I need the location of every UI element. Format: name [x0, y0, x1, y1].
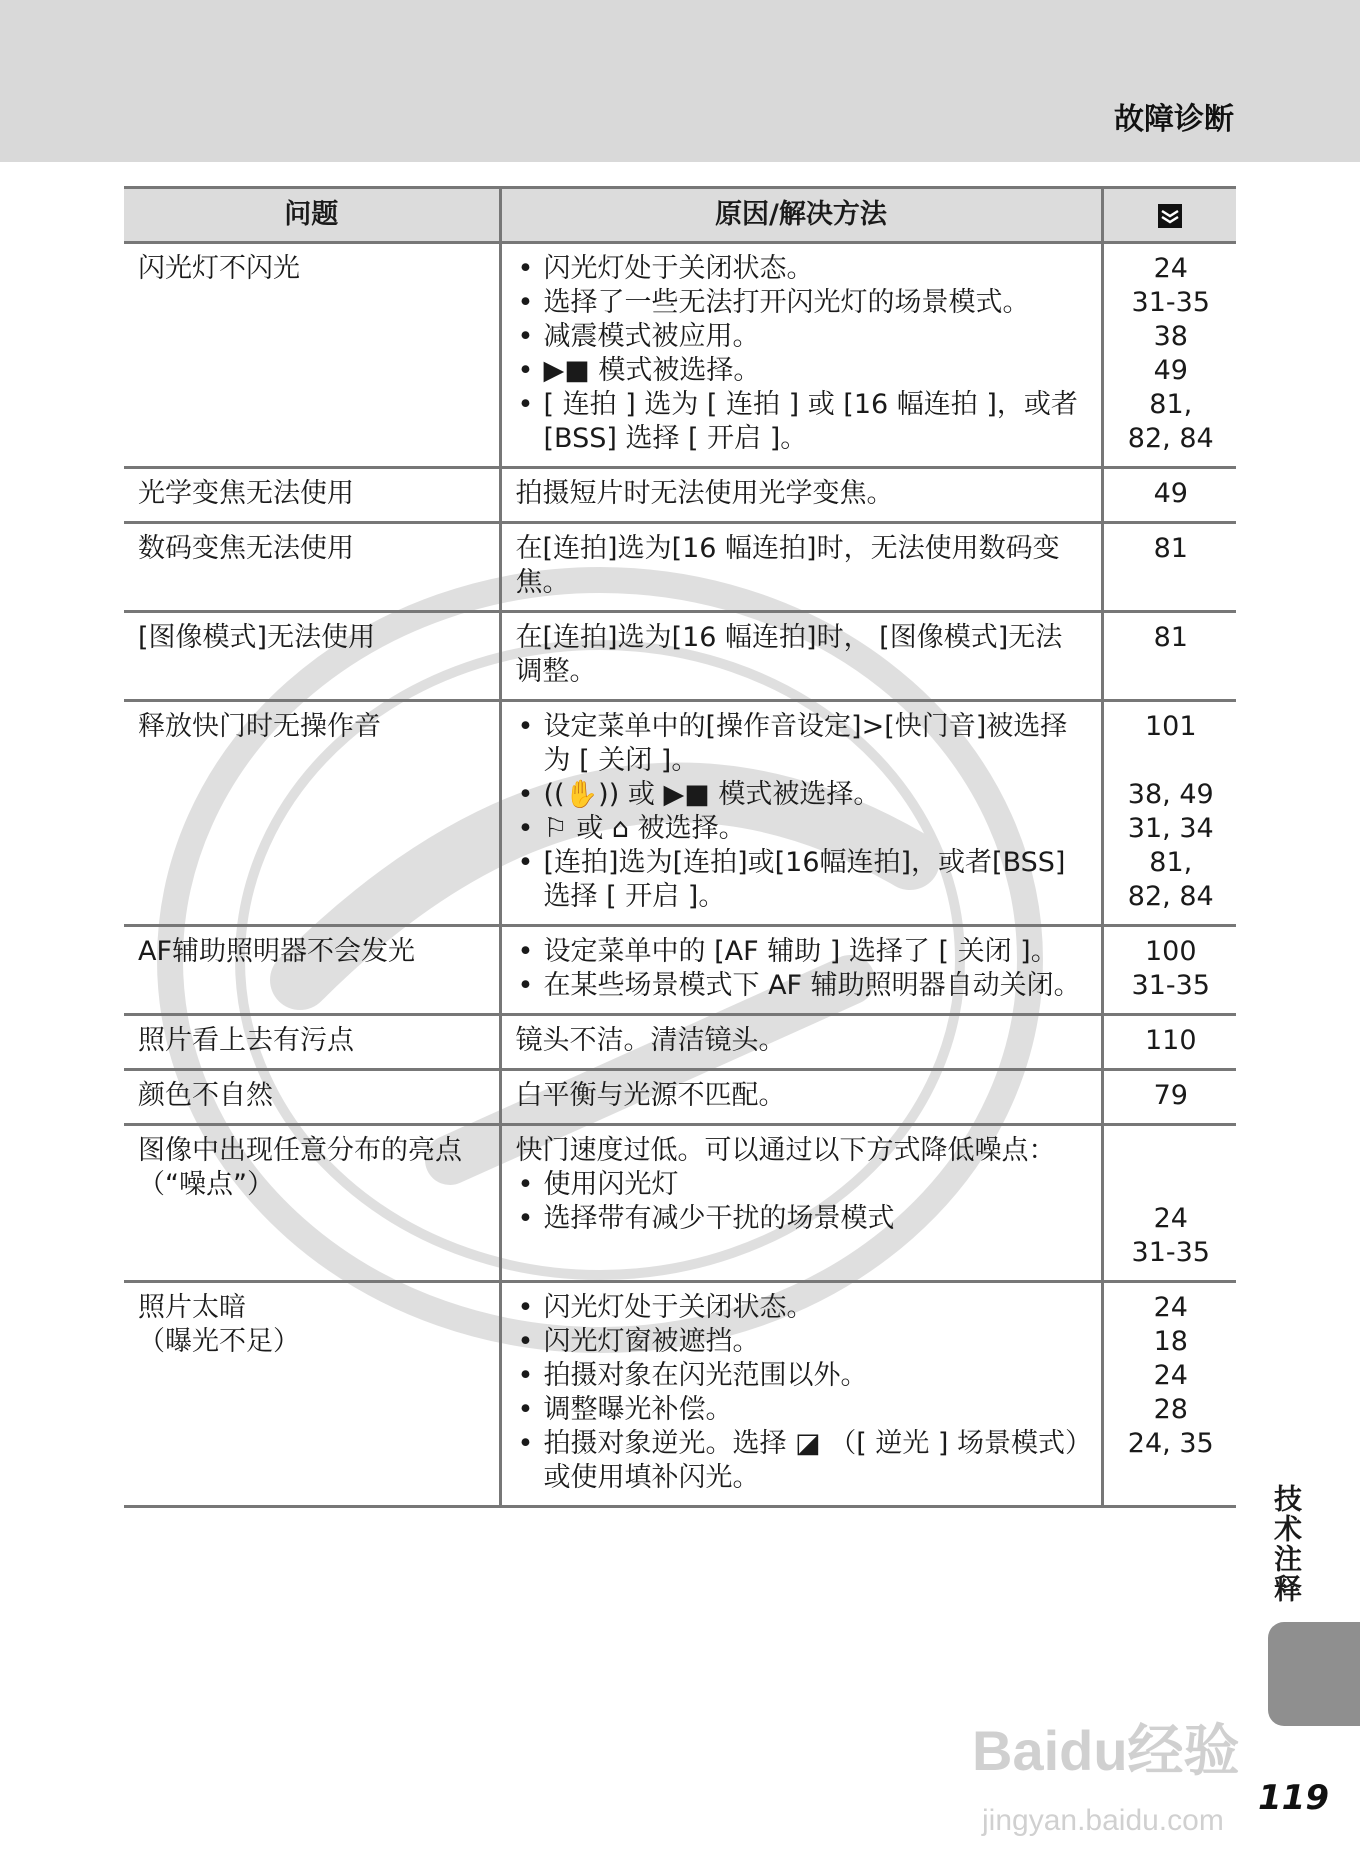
bullet-item: • 设定菜单中的[操作音设定]>[快门音]被选择为 [ 关闭 ]。	[516, 710, 1089, 778]
problem-cell: 照片太暗 （曝光不足）	[124, 1282, 500, 1507]
header-page	[1102, 188, 1236, 243]
museum-scene-icon: ⌂	[611, 813, 630, 844]
page-cell: 100 31-35	[1102, 926, 1236, 1015]
bullet-item: • 拍摄对象逆光。选择 ◪ （[ 逆光 ] 场景模式）或使用填补闪光。	[516, 1427, 1089, 1495]
problem-cell: 数码变焦无法使用	[124, 523, 500, 612]
page-cell: 101 38, 49 31, 34 81, 82, 84	[1102, 701, 1236, 926]
bullet-item: • 减震模式被应用。	[516, 320, 1089, 354]
table-row	[124, 1125, 1236, 1282]
problem-cell: 照片看上去有污点	[124, 1015, 500, 1070]
cause-cell: 拍摄短片时无法使用光学变焦。	[500, 468, 1102, 523]
problem-cell: 颜色不自然	[124, 1070, 500, 1125]
cause-cell: 镜头不洁。清洁镜头。	[500, 1015, 1102, 1070]
page-reference-icon	[1157, 203, 1183, 229]
bullet-item: • [ 连拍 ] 选为 [ 连拍 ] 或 [16 幅连拍 ]，或者 [BSS] 选择 [ 开启 ]。	[516, 388, 1089, 456]
side-tab	[1268, 1622, 1360, 1726]
bullet-item: • 闪光灯处于关闭状态。	[516, 252, 1089, 286]
section-title: 故障诊断	[1114, 102, 1234, 137]
bullet-item: • [连拍]选为[连拍]或[16幅连拍]，或者[BSS]选择 [ 开启 ]。	[516, 846, 1089, 914]
vibration-reduction-icon: ((✋))	[543, 779, 620, 810]
cause-cell	[500, 243, 1102, 468]
table-row	[124, 701, 1236, 926]
page-cell: 49	[1102, 468, 1236, 523]
baidu-watermark	[972, 1690, 1272, 1850]
cause-cell: 在[连拍]选为[16 幅连拍]时，无法使用数码变焦。	[500, 523, 1102, 612]
page-cell: 81	[1102, 612, 1236, 701]
bullet-item: • 闪光灯窗被遮挡。	[516, 1325, 1089, 1359]
troubleshooting-table	[124, 186, 1236, 1508]
bullet-item: • 选择带有减少干扰的场景模式	[516, 1202, 1089, 1236]
cause-cell	[500, 701, 1102, 926]
header-cause: 原因/解决方法	[500, 188, 1102, 243]
bullet-item: • ((✋)) 或 ▶■ 模式被选择。	[516, 778, 1089, 812]
problem-cell: AF辅助照明器不会发光	[124, 926, 500, 1015]
cause-cell: 在[连拍]选为[16 幅连拍]时， [图像模式]无法调整。	[500, 612, 1102, 701]
page-cell: 24 31-35 38 49 81, 82, 84	[1102, 243, 1236, 468]
bullet-item: • ▶■ 模式被选择。	[516, 354, 1089, 388]
bullet-item: • 选择了一些无法打开闪光灯的场景模式。	[516, 286, 1089, 320]
problem-cell: 图像中出现任意分布的亮点 （“噪点”）	[124, 1125, 500, 1282]
bullet-item: • 设定菜单中的 [AF 辅助 ] 选择了 [ 关闭 ]。	[516, 935, 1089, 969]
bullet-item: • 在某些场景模式下 AF 辅助照明器自动关闭。	[516, 969, 1089, 1003]
movie-mode-icon: ▶■	[663, 779, 710, 810]
bullet-item: • 拍摄对象在闪光范围以外。	[516, 1359, 1089, 1393]
problem-cell: [图像模式]无法使用	[124, 612, 500, 701]
sports-scene-icon: ⚐	[543, 813, 568, 844]
table-header-row	[124, 188, 1236, 243]
header-problem: 问题	[124, 188, 500, 243]
side-label: 技术注释	[1270, 1484, 1303, 1604]
backlight-scene-icon: ◪	[795, 1428, 821, 1459]
page-cell: 81	[1102, 523, 1236, 612]
cause-cell: 白平衡与光源不匹配。	[500, 1070, 1102, 1125]
page-cell: 79	[1102, 1070, 1236, 1125]
svg-text:jingyan.baidu.com: jingyan.baidu.com	[982, 1804, 1224, 1837]
svg-text:Baidu经验: Baidu经验	[972, 1719, 1240, 1782]
page-cell: 110	[1102, 1015, 1236, 1070]
table-row	[124, 1070, 1236, 1125]
cause-cell	[500, 926, 1102, 1015]
table-row	[124, 523, 1236, 612]
page-cell: 24 18 24 28 24, 35	[1102, 1282, 1236, 1507]
problem-cell: 释放快门时无操作音	[124, 701, 500, 926]
problem-cell: 闪光灯不闪光	[124, 243, 500, 468]
table-row	[124, 1015, 1236, 1070]
table-row	[124, 1282, 1236, 1507]
problem-cell: 光学变焦无法使用	[124, 468, 500, 523]
page-cell: 24 31-35	[1102, 1125, 1236, 1282]
bullet-item: • 闪光灯处于关闭状态。	[516, 1291, 1089, 1325]
page-number: 119	[1258, 1778, 1329, 1818]
movie-mode-icon: ▶■	[543, 355, 590, 386]
table-row	[124, 926, 1236, 1015]
cause-cell	[500, 1282, 1102, 1507]
bullet-item: • ⚐ 或 ⌂ 被选择。	[516, 812, 1089, 846]
bullet-item: • 调整曝光补偿。	[516, 1393, 1089, 1427]
table-row	[124, 468, 1236, 523]
table-row	[124, 612, 1236, 701]
table-row	[124, 243, 1236, 468]
bullet-item: • 使用闪光灯	[516, 1168, 1089, 1202]
cause-cell: 快门速度过低。可以通过以下方式降低噪点： • 使用闪光灯 • 选择带有减少干扰的场景模式	[500, 1125, 1102, 1282]
